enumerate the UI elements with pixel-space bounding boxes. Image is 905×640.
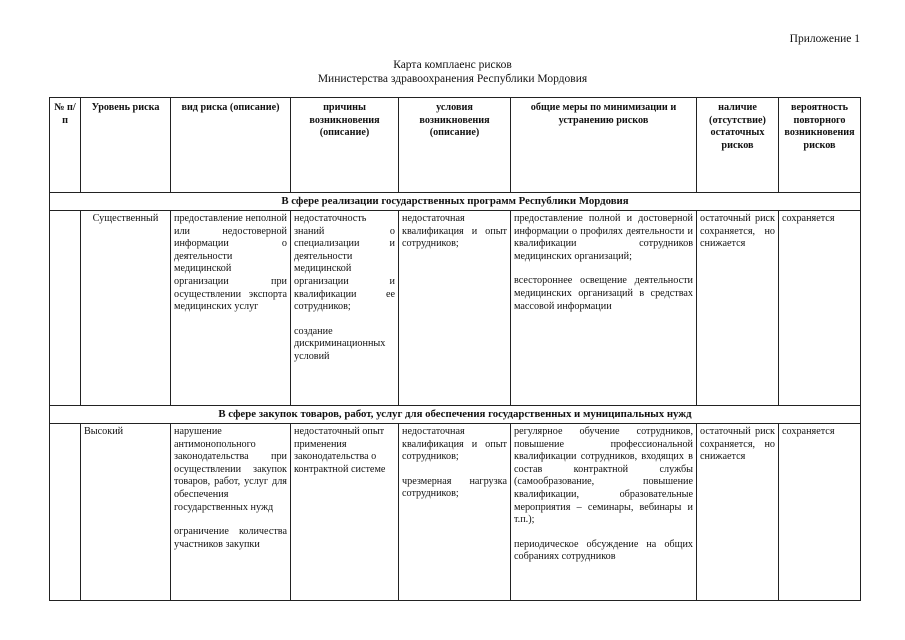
cell-measures — [511, 424, 697, 601]
header-type: вид риска (описание) — [171, 98, 291, 193]
cause-text: создание дискриминационных условий — [294, 325, 386, 362]
section-row-procurement — [50, 406, 861, 424]
condition-text: недостаточная квалификация и опыт сотрудников; — [402, 426, 507, 463]
section-title: В сфере реализации государственных программ Республики Мордовия — [50, 193, 861, 211]
cell-type — [171, 424, 291, 601]
cell-num — [50, 211, 81, 406]
table-header-row — [50, 98, 861, 193]
header-causes: причины возникновения (описание) — [291, 98, 399, 193]
measure-text: периодическое обсуждение на общих собраниях сотрудников — [514, 538, 693, 563]
cell-level: Существенный — [81, 211, 171, 406]
header-conditions: условия возникновения (описание) — [399, 98, 511, 193]
cell-residual: остаточный риск сохраняется, но снижается — [697, 424, 779, 601]
type-text: ограничение количества участников закупки — [174, 526, 287, 550]
cell-type: предоставление неполной или недостоверной информации о деятельности медицинской организации при осуществлении экспорта медицинских услуг — [171, 211, 291, 406]
cause-text: недостаточность знаний о специализации и деятельности медицинской организации и квалификации ее сотрудников; — [294, 213, 395, 313]
table-row — [50, 211, 861, 406]
cell-level: Высокий — [81, 424, 171, 601]
measure-text: регулярное обучение сотрудников, повышение профессиональной квалификации сотрудников, входящих в состав контрактной службы (самообразование, повышение квалификации, образовательные мероприятия – семинары, вебинары и т.п.); — [514, 426, 693, 526]
cell-measures — [511, 211, 697, 406]
header-level: Уровень риска — [81, 98, 171, 193]
header-measures: общие меры по минимизации и устранению рисков — [511, 98, 697, 193]
appendix-label: Приложение 1 — [789, 33, 860, 45]
condition-text: чрезмерная нагрузка сотрудников; — [402, 475, 507, 500]
cell-probability: сохраняется — [779, 424, 861, 601]
measure-text: предоставление полной и достоверной информации о профилях деятельности и квалификации сотрудников медицинских организаций; — [514, 213, 693, 262]
title-line-1: Карта комплаенс рисков — [393, 59, 512, 71]
header-probability: вероятность повторного возникновения рисков — [779, 98, 861, 193]
header-num: № п/п — [50, 98, 81, 193]
section-title: В сфере закупок товаров, работ, услуг для обеспечения государственных и муниципальных нужд — [50, 406, 861, 424]
cell-residual: остаточный риск сохраняется, но снижается — [697, 211, 779, 406]
cell-conditions: недостаточная квалификация и опыт сотрудников; — [399, 211, 511, 406]
compliance-risk-table — [49, 97, 861, 601]
title-line-2: Министерства здравоохранения Республики Мордовия — [317, 73, 588, 85]
cell-causes — [291, 211, 399, 406]
cell-conditions — [399, 424, 511, 601]
table-row — [50, 424, 861, 601]
document-title — [0, 58, 905, 86]
cell-num — [50, 424, 81, 601]
section-row-programs — [50, 193, 861, 211]
header-residual: наличие (отсутствие) остаточных рисков — [697, 98, 779, 193]
type-text: нарушение антимонопольного законодательства при осуществлении закупок товаров, работ, услуг для обеспечения государственных нужд — [174, 426, 287, 513]
measure-text: всестороннее освещение деятельности медицинских организаций в средствах массовой информации — [514, 275, 693, 312]
cell-probability: сохраняется — [779, 211, 861, 406]
cell-causes: недостаточный опыт применения законодательства о контрактной системе — [291, 424, 399, 601]
